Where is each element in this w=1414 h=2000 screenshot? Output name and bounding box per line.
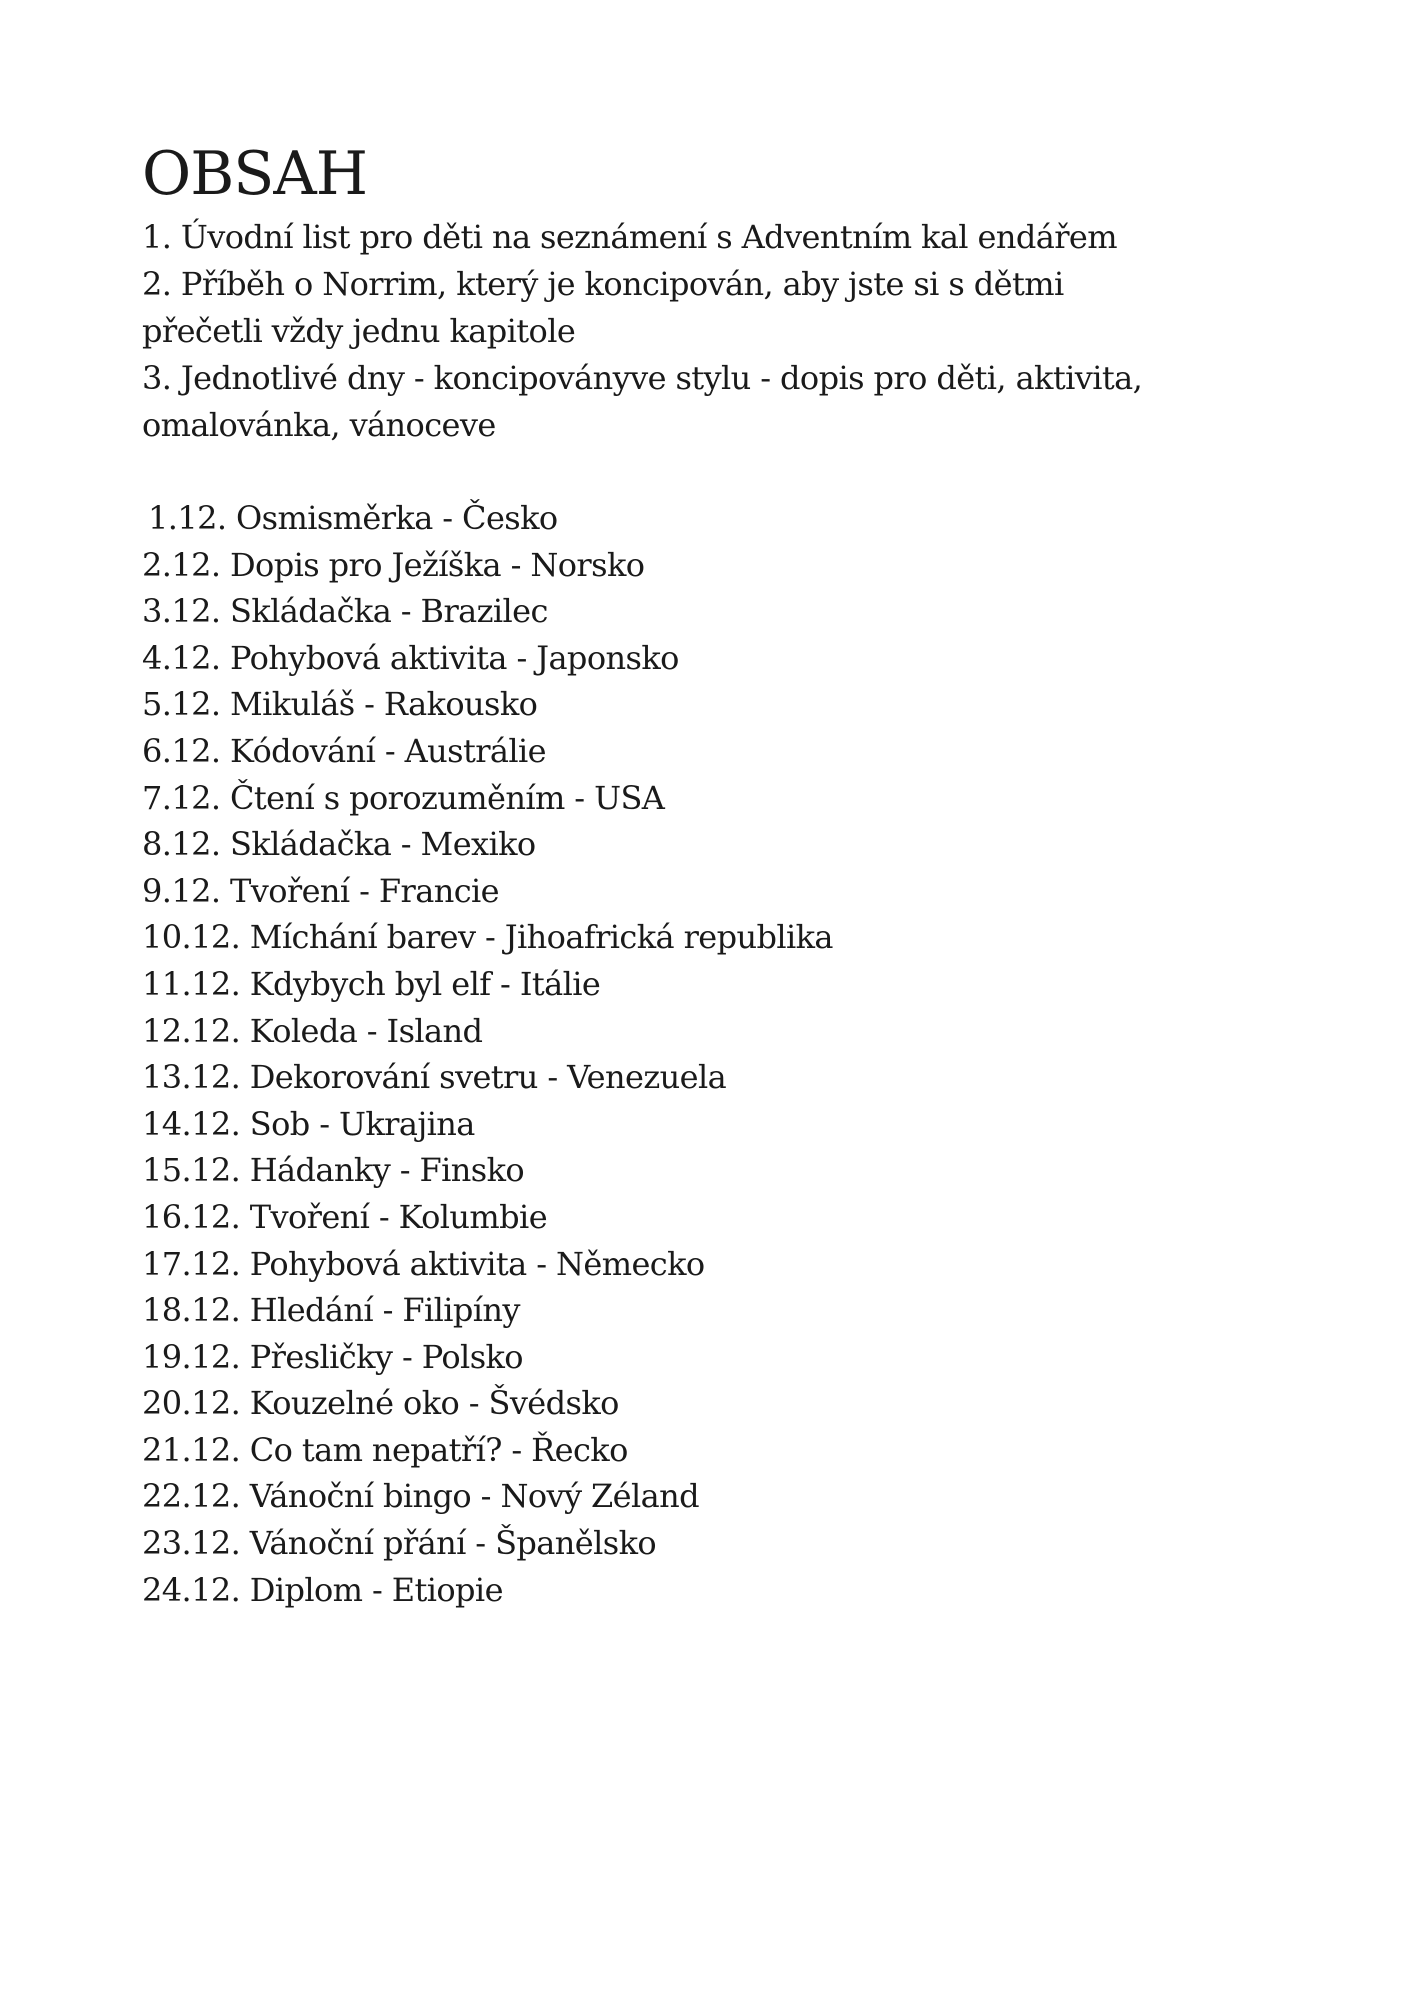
list-item: 20.12. Kouzelné oko - Švédsko — [142, 1384, 619, 1423]
list-item: 14.12. Sob - Ukrajina — [142, 1104, 475, 1143]
list-item: 17.12. Pohybová aktivita - Německo — [142, 1244, 705, 1283]
list-item: 10.12. Míchání barev - Jihoafrická republika — [142, 918, 833, 957]
list-item: 13.12. Dekorování svetru - Venezuela — [142, 1058, 727, 1097]
list-item: 19.12. Přesličky - Polsko — [142, 1337, 523, 1376]
list-item: 3.12. Skládačka - Brazilec — [142, 592, 548, 631]
list-item: 6.12. Kódování - Austrálie — [142, 731, 546, 770]
intro-line: 2. Příběh o Norrim, který je koncipován, aby jste si s dětmi — [142, 265, 1064, 303]
intro-line: 1. Úvodní list pro děti na seznámení s Adventním kal endářem — [142, 218, 1118, 256]
list-item: 16.12. Tvoření - Kolumbie — [142, 1197, 548, 1236]
list-item: 4.12. Pohybová aktivita - Japonsko — [142, 638, 679, 677]
list-item: 15.12. Hádanky - Finsko — [142, 1151, 525, 1190]
list-item: 11.12. Kdybych byl elf - Itálie — [142, 964, 601, 1003]
page-title: OBSAH — [142, 139, 368, 209]
document-page — [142, 140, 1272, 1613]
intro-line: 3. Jednotlivé dny - koncipoványve stylu - dopis pro děti, aktivita, — [142, 359, 1143, 397]
list-item: 21.12. Co tam nepatří? - Řecko — [142, 1430, 628, 1469]
day-list — [142, 495, 1272, 1613]
list-item: 1.12. Osmisměrka - Česko — [148, 499, 558, 537]
list-item: 12.12. Koleda - Island — [142, 1011, 483, 1050]
intro-line: omalovánka, vánoceve — [142, 406, 496, 444]
intro-section — [142, 214, 1272, 449]
list-item: 2.12. Dopis pro Ježíška - Norsko — [142, 545, 645, 584]
list-item: 7.12. Čtení s porozuměním - USA — [142, 778, 665, 817]
list-item: 22.12. Vánoční bingo - Nový Zéland — [142, 1477, 700, 1516]
list-item: 24.12. Diplom - Etiopie — [142, 1570, 503, 1609]
list-item: 23.12. Vánoční přání - Španělsko — [142, 1524, 657, 1563]
list-item: 9.12. Tvoření - Francie — [142, 871, 499, 910]
intro-line: přečetli vždy jednu kapitole — [142, 312, 576, 350]
list-item: 18.12. Hledání - Filipíny — [142, 1291, 520, 1330]
list-item: 8.12. Skládačka - Mexiko — [142, 825, 536, 864]
list-item: 5.12. Mikuláš - Rakousko — [142, 685, 538, 724]
